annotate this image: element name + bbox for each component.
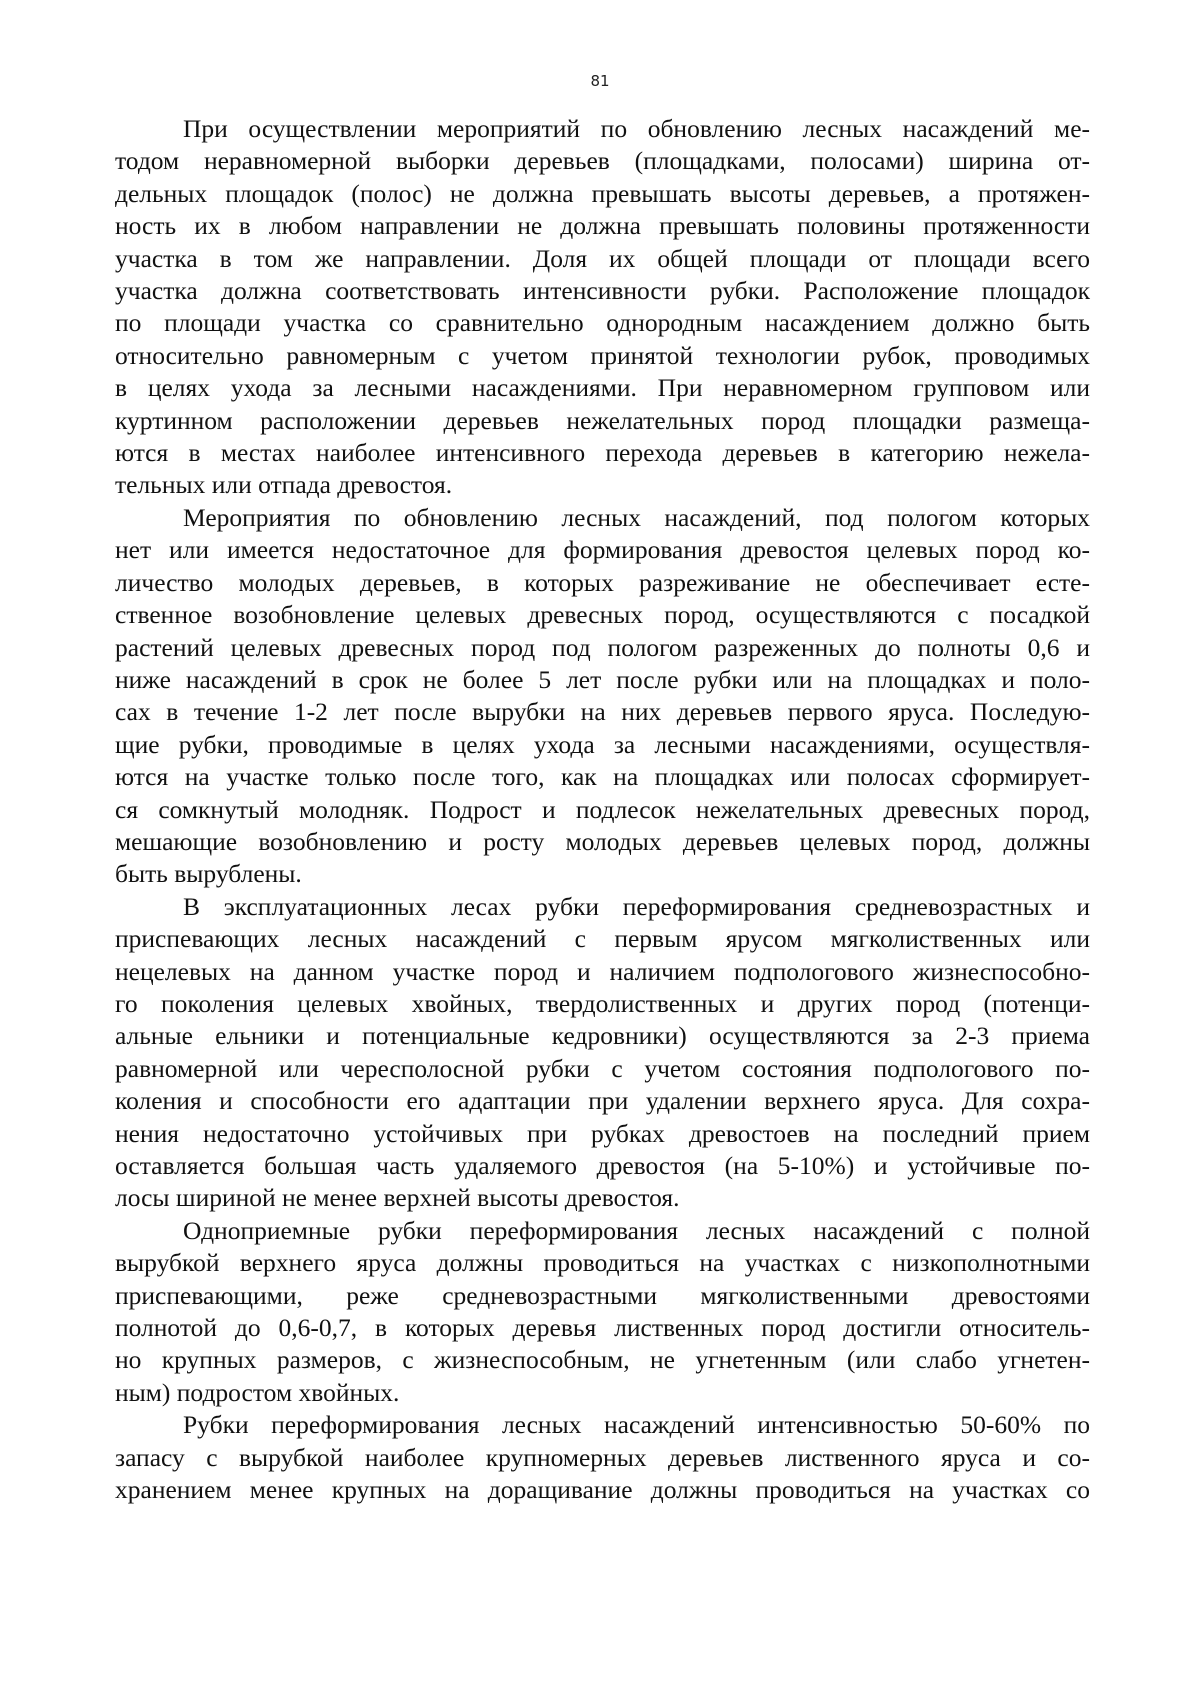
text-line: приспевающих лесных насаждений с первым ярусом мягколиственных или [115, 924, 1090, 954]
text-line: сах в течение 1-2 лет после вырубки на них деревьев первого яруса. Последую- [115, 697, 1090, 727]
text-line: щие рубки, проводимые в целях ухода за лесными насаждениями, осуществля- [115, 729, 1090, 759]
text-line: ность их в любом направлении не должна превышать половины протяженности [115, 211, 1090, 241]
body-text [115, 113, 1090, 1506]
text-line: При осуществлении мероприятий по обновлению лесных насаждений ме- [183, 114, 1090, 143]
text-line: нет или имеется недостаточное для формирования древостоя целевых пород ко- [115, 535, 1090, 565]
text-line: относительно равномерным с учетом принятой технологии рубок, проводимых [115, 340, 1090, 370]
text-line: тельных или отпада древостоя. [115, 470, 453, 500]
text-line: го поколения целевых хвойных, твердолиственных и других пород (потенци- [115, 988, 1090, 1018]
text-line: участка должна соответствовать интенсивности рубки. Расположение площадок [115, 276, 1090, 306]
text-line: по площади участка со сравнительно однородным насаждением должно быть [115, 308, 1090, 338]
text-line: коления и способности его адаптации при удалении верхнего яруса. Для сохра- [115, 1086, 1090, 1116]
text-line: лосы шириной не менее верхней высоты древостоя. [115, 1183, 680, 1213]
text-line: Рубки переформирования лесных насаждений интенсивностью 50-60% по [183, 1410, 1090, 1440]
text-line: альные ельники и потенциальные кедровники) осуществляются за 2-3 приема [115, 1021, 1090, 1051]
paragraph [115, 891, 1090, 1215]
text-line: равномерной или чересполосной рубки с учетом состояния подпологового по- [115, 1053, 1090, 1083]
text-line: ются в местах наиболее интенсивного перехода деревьев в категорию нежела- [115, 438, 1090, 468]
text-line: запасу с вырубкой наиболее крупномерных деревьев лиственного яруса и со- [115, 1442, 1090, 1472]
text-line: ным) подростом хвойных. [115, 1377, 400, 1407]
text-line: В эксплуатационных лесах рубки переформирования средневозрастных и [183, 891, 1090, 921]
text-line: личество молодых деревьев, в которых разреживание не обеспечивает есте- [115, 567, 1090, 597]
page-number: 81 [590, 72, 610, 90]
text-line: быть вырублены. [115, 859, 302, 889]
text-line: Одноприемные рубки переформирования лесных насаждений с полной [183, 1215, 1090, 1245]
paragraph [115, 113, 1090, 502]
text-line: хранением менее крупных на доращивание должны проводиться на участках со [115, 1475, 1090, 1505]
paragraph [115, 502, 1090, 891]
text-line: в целях ухода за лесными насаждениями. При неравномерном групповом или [115, 373, 1090, 403]
text-line: растений целевых древесных пород под пологом разреженных до полноты 0,6 и [115, 632, 1090, 662]
text-line: Мероприятия по обновлению лесных насаждений, под пологом которых [183, 502, 1090, 532]
text-line: ственное возобновление целевых древесных пород, осуществляются с посадкой [115, 600, 1090, 630]
text-line: ются на участке только после того, как на площадках или полосах сформирует- [115, 762, 1090, 792]
text-line: мешающие возобновлению и росту молодых деревьев целевых пород, должны [115, 826, 1090, 856]
text-line: ниже насаждений в срок не более 5 лет после рубки или на площадках и поло- [115, 664, 1090, 694]
text-line: приспевающими, реже средневозрастными мягколиственными древостоями [115, 1280, 1090, 1310]
text-line: куртинном расположении деревьев нежелательных пород площадки размеща- [115, 405, 1090, 435]
paragraph [115, 1215, 1090, 1409]
text-line: дельных площадок (полос) не должна превышать высоты деревьев, а протяжен- [115, 178, 1090, 208]
text-line: тодом неравномерной выборки деревьев (площадками, полосами) ширина от- [115, 146, 1090, 176]
text-line: оставляется большая часть удаляемого древостоя (на 5-10%) и устойчивые по- [115, 1151, 1090, 1180]
text-line: ся сомкнутый молодняк. Подрост и подлесок нежелательных древесных пород, [115, 794, 1090, 824]
paragraph [115, 1409, 1090, 1506]
text-line: вырубкой верхнего яруса должны проводиться на участках с низкополнотными [115, 1248, 1090, 1278]
text-line: участка в том же направлении. Доля их общей площади от площади всего [115, 243, 1090, 273]
text-line: нения недостаточно устойчивых при рубках древостоев на последний прием [115, 1118, 1090, 1148]
text-line: но крупных размеров, с жизнеспособным, не угнетенным (или слабо угнетен- [115, 1345, 1090, 1375]
text-line: полнотой до 0,6-0,7, в которых деревья лиственных пород достигли относитель- [115, 1313, 1090, 1343]
text-line: нецелевых на данном участке пород и наличием подпологового жизнеспособно- [115, 956, 1090, 986]
